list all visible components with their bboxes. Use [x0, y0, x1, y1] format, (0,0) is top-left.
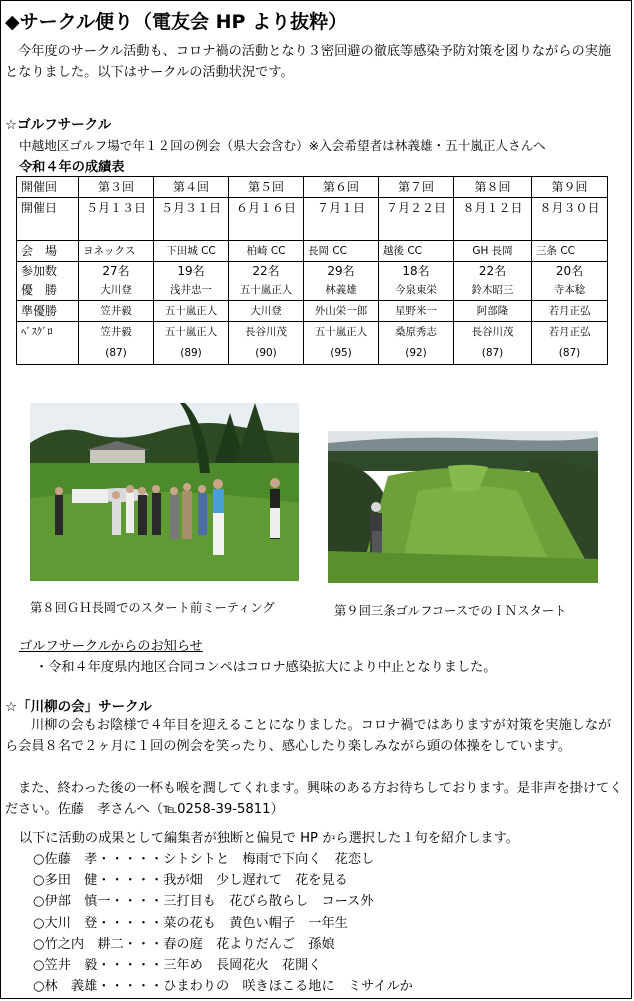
table-cell: 第７回 [379, 177, 454, 198]
table-cell: 五十嵐正人 (95) [304, 322, 379, 365]
table-cell: 第６回 [304, 177, 379, 198]
row-label: 参加数 [21, 264, 58, 278]
senryu-paragraph: 川柳の会もお陰様で４年目を迎えることになりました。コロナ禍ではありますが対策を実施しながら会員８名で２ヶ月に１回の例会を笑ったり、感心したり楽しみながら頭の体操をしています。 [5, 718, 612, 754]
table-cell: 越後 CC [379, 241, 454, 262]
table-cell: 大川登 [229, 301, 304, 322]
table-cell: ５月１３日 [79, 198, 154, 241]
table-cell: 下田城 CC [154, 241, 229, 262]
photo-caption: 第８回ＧＨ長岡でのスタート前ミーティング [30, 601, 275, 615]
table-cell: 阿部隆 [454, 301, 532, 322]
table-cell: 第４回 [154, 177, 229, 198]
list-item: ○大川 登・・・・・菜の花も 黄色い帽子 一年生 [33, 915, 348, 931]
table-cell: 19名 浅井忠一 [154, 262, 229, 301]
table-cell: 第３回 [79, 177, 154, 198]
table-cell: 長谷川茂 (90) [229, 322, 304, 365]
table-cell: 五十嵐正人 [154, 301, 229, 322]
table-cell: ７月２２日 [379, 198, 454, 241]
senryu-paragraph: また、終わった後の一杯も喉を潤してくれます。興味のある方お待ちしております。是非声を掛けてください。佐藤 孝さんへ（℡0258-39-5811） [5, 781, 623, 817]
row-label: 会 場 [17, 241, 79, 262]
table-cell: ６月１６日 [229, 198, 304, 241]
list-item: ○多田 健・・・・・我が畑 少し遅れて 花を見る [33, 873, 348, 889]
table-row [17, 322, 608, 365]
table-cell: 第５回 [229, 177, 304, 198]
golf-description: 中越地区ゴルフ場で年１２回の例会（県大会含む）※入会希望者は林義雄・五十嵐正人さんへ [19, 138, 546, 153]
table-cell: 若月正弘 (87) [532, 322, 608, 365]
table-row [17, 241, 608, 262]
page-title: ◆サークル便り（電友会 HP より抜粋） [5, 11, 348, 33]
table-cell: 22名 鈴木昭三 [454, 262, 532, 301]
row-label: ﾍﾞｽｸﾞﾛ [17, 322, 79, 365]
table-cell: ５月３１日 [154, 198, 229, 241]
golf-section-heading: ☆ゴルフサークル [5, 117, 112, 133]
table-cell: 桑原秀志 (92) [379, 322, 454, 365]
table-row [17, 177, 608, 198]
intro-paragraph: 今年度のサークル活動も、コロナ禍の活動となり３密回避の徹底等感染予防対策を図りながらの実施となりました。以下はサークルの活動状況です。 [5, 44, 612, 80]
table-cell: 18名 今泉東栄 [379, 262, 454, 301]
table-cell: 22名 五十嵐正人 [229, 262, 304, 301]
results-table [16, 176, 608, 365]
list-item: ○林 義雄・・・・・ひまわりの 咲きほこる地に ミサイルか [33, 979, 413, 995]
results-heading: 令和４年の成績表 [19, 160, 125, 175]
list-item: ○伊部 慎一・・・・三打目も 花びら散らし コース外 [33, 894, 374, 910]
row-label: 準優勝 [17, 301, 79, 322]
row-label: 開催日 [17, 198, 79, 241]
golf-tee-shot-photo [328, 431, 598, 583]
table-cell: 20名 寺本稔 [532, 262, 608, 301]
table-cell: 第９回 [532, 177, 608, 198]
table-cell: 三条 CC [532, 241, 608, 262]
table-row [17, 198, 608, 241]
table-row [17, 301, 608, 322]
senryu-lead: 以下に活動の成果として編集者が独断と偏見で HP から選択した１句を紹介します。 [19, 831, 519, 846]
photo-caption: 第９回三条ゴルフコースでのＩＮスタート [334, 604, 567, 618]
table-cell: 長谷川茂 (87) [454, 322, 532, 365]
table-cell: 笠井毅 (87) [79, 322, 154, 365]
notice-heading: ゴルフサークルからのお知らせ [19, 639, 203, 654]
table-cell: 第８回 [454, 177, 532, 198]
golf-meeting-photo [30, 403, 299, 581]
table-cell: 笠井毅 [79, 301, 154, 322]
table-cell: 五十嵐正人 (89) [154, 322, 229, 365]
senryu-section-heading: ☆「川柳の会」サークル [5, 699, 152, 715]
table-row [17, 262, 608, 301]
table-cell: 長岡 CC [304, 241, 379, 262]
list-item: ○佐藤 孝・・・・・シトシトと 梅雨で下向く 花恋し [33, 852, 375, 867]
notice-item: ・令和４年度県内地区合同コンペはコロナ感染拡大により中止となりました。 [35, 660, 497, 675]
table-cell: 柏崎 CC [229, 241, 304, 262]
table-cell: ７月１日 [304, 198, 379, 241]
table-cell: 29名 林義雄 [304, 262, 379, 301]
table-cell: 若月正弘 [532, 301, 608, 322]
table-cell: 27名 大川登 [79, 262, 154, 301]
table-cell: GH 長岡 [454, 241, 532, 262]
table-cell: ヨネックス [79, 241, 154, 262]
poem-list [33, 849, 413, 997]
row-label [17, 262, 79, 301]
table-cell: 星野米一 [379, 301, 454, 322]
row-label: 開催回 [17, 177, 79, 198]
list-item: ○笠井 毅・・・・・三年め 長岡花火 花開く [33, 958, 322, 974]
row-label: 優 勝 [21, 283, 58, 297]
table-cell: ８月１２日 [454, 198, 532, 241]
table-cell: 外山栄一郎 [304, 301, 379, 322]
list-item: ○竹之内 耕二・・・春の庭 花よりだんご 孫娘 [33, 936, 335, 952]
table-cell: ８月３０日 [532, 198, 608, 241]
